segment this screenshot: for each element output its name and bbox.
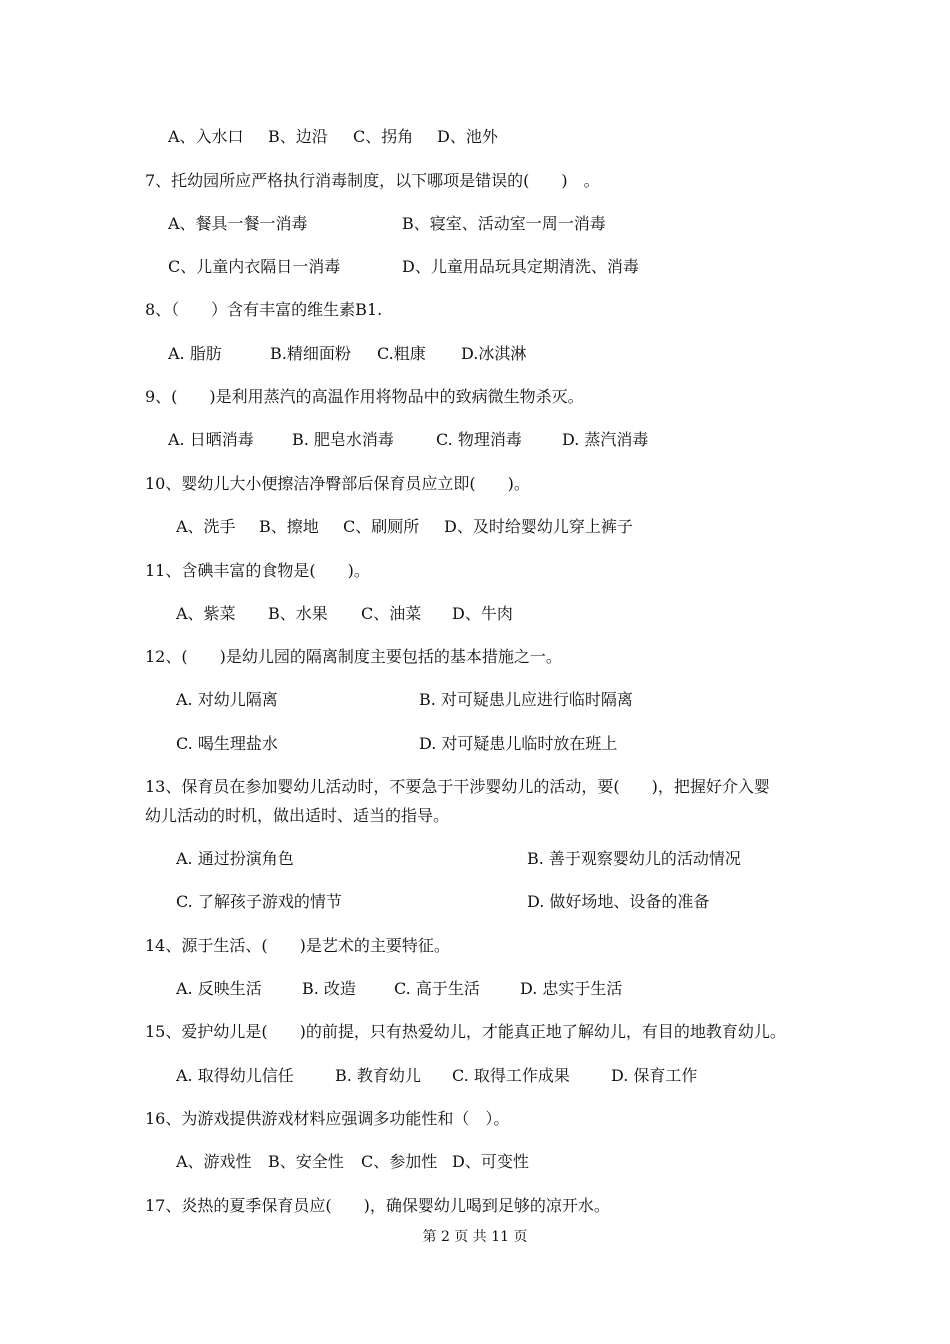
q9-option-a: A. 日晒消毒 [168, 430, 254, 449]
q12-stem: 12、( )是幼儿园的隔离制度主要包括的基本措施之一。 [145, 647, 562, 666]
q16-stem: 16、为游戏提供游戏材料应强调多功能性和（ ）。 [145, 1109, 510, 1128]
q9-option-c: C. 物理消毒 [436, 430, 522, 449]
q11-option-b: B、水果 [268, 604, 328, 623]
q13-stem-line-2: 幼儿活动的时机，做出适时、适当的指导。 [145, 806, 450, 825]
q17-stem: 17、炎热的夏季保育员应( )，确保婴幼儿喝到足够的凉开水。 [145, 1196, 610, 1215]
q16-option-b: B、安全性 [268, 1152, 344, 1171]
q16-option-c: C、参加性 [361, 1152, 438, 1171]
q9-stem: 9、( )是利用蒸汽的高温作用将物品中的致病微生物杀灭。 [145, 387, 584, 406]
q10-option-d: D、及时给婴幼儿穿上裤子 [444, 517, 633, 536]
q16-option-a: A、游戏性 [176, 1152, 252, 1171]
q15-option-a: A. 取得幼儿信任 [176, 1066, 294, 1085]
q10-stem: 10、婴幼儿大小便擦洁净臀部后保育员应立即( )。 [145, 474, 530, 493]
page-number: 第 2 页 共 11 页 [422, 1229, 528, 1245]
q8-option-d: D.冰淇淋 [461, 344, 527, 363]
q11-stem: 11、含碘丰富的食物是( )。 [145, 561, 370, 580]
q7-stem: 7、托幼园所应严格执行消毒制度，以下哪项是错误的( ) 。 [145, 171, 600, 190]
q9-option-b: B. 肥皂水消毒 [292, 430, 394, 449]
q15-option-c: C. 取得工作成果 [452, 1066, 570, 1085]
q7-option-b: B、寝室、活动室一周一消毒 [402, 214, 606, 233]
q14-stem: 14、源于生活、( )是艺术的主要特征。 [145, 936, 450, 955]
q14-option-c: C. 高于生活 [394, 979, 480, 998]
q14-option-a: A. 反映生活 [176, 979, 262, 998]
q6-option-a: A、入水口 [168, 127, 244, 146]
q12-option-a: A. 对幼儿隔离 [176, 690, 278, 709]
q8-option-a: A. 脂肪 [168, 344, 222, 363]
q8-stem: 8、（ ）含有丰富的维生素B1. [145, 300, 383, 319]
q8-option-b: B.精细面粉 [270, 344, 351, 363]
q12-option-c: C. 喝生理盐水 [176, 734, 278, 753]
q6-option-b: B、边沿 [268, 127, 328, 146]
q9-option-d: D. 蒸汽消毒 [562, 430, 649, 449]
q7-option-c: C、儿童内衣隔日一消毒 [168, 257, 341, 276]
q13-option-b: B. 善于观察婴幼儿的活动情况 [527, 849, 741, 868]
q6-option-d: D、池外 [437, 127, 498, 146]
q10-option-b: B、擦地 [259, 517, 319, 536]
q12-option-b: B. 对可疑患儿应进行临时隔离 [419, 690, 633, 709]
q12-option-d: D. 对可疑患儿临时放在班上 [419, 734, 618, 753]
q13-option-c: C. 了解孩子游戏的情节 [176, 892, 342, 911]
q16-option-d: D、可变性 [452, 1152, 529, 1171]
q10-option-a: A、洗手 [176, 517, 236, 536]
q10-option-c: C、刷厕所 [343, 517, 420, 536]
q15-option-b: B. 教育幼儿 [335, 1066, 421, 1085]
q6-option-c: C、拐角 [353, 127, 414, 146]
q7-option-d: D、儿童用品玩具定期清洗、消毒 [402, 257, 639, 276]
q13-stem-line-1: 13、保育员在参加婴幼儿活动时，不要急于干涉婴幼儿的活动，要( )，把握好介入婴 [145, 777, 770, 796]
q7-option-a: A、餐具一餐一消毒 [168, 214, 308, 233]
q14-option-b: B. 改造 [302, 979, 356, 998]
q11-option-c: C、油菜 [361, 604, 422, 623]
q11-option-d: D、牛肉 [452, 604, 513, 623]
q13-option-d: D. 做好场地、设备的准备 [527, 892, 710, 911]
q15-option-d: D. 保育工作 [611, 1066, 698, 1085]
q13-option-a: A. 通过扮演角色 [176, 849, 294, 868]
q14-option-d: D. 忠实于生活 [520, 979, 623, 998]
q11-option-a: A、紫菜 [176, 604, 236, 623]
q15-stem: 15、爱护幼儿是( )的前提，只有热爱幼儿，才能真正地了解幼儿，有目的地教育幼儿。 [145, 1022, 786, 1041]
q8-option-c: C.粗康 [377, 344, 426, 363]
